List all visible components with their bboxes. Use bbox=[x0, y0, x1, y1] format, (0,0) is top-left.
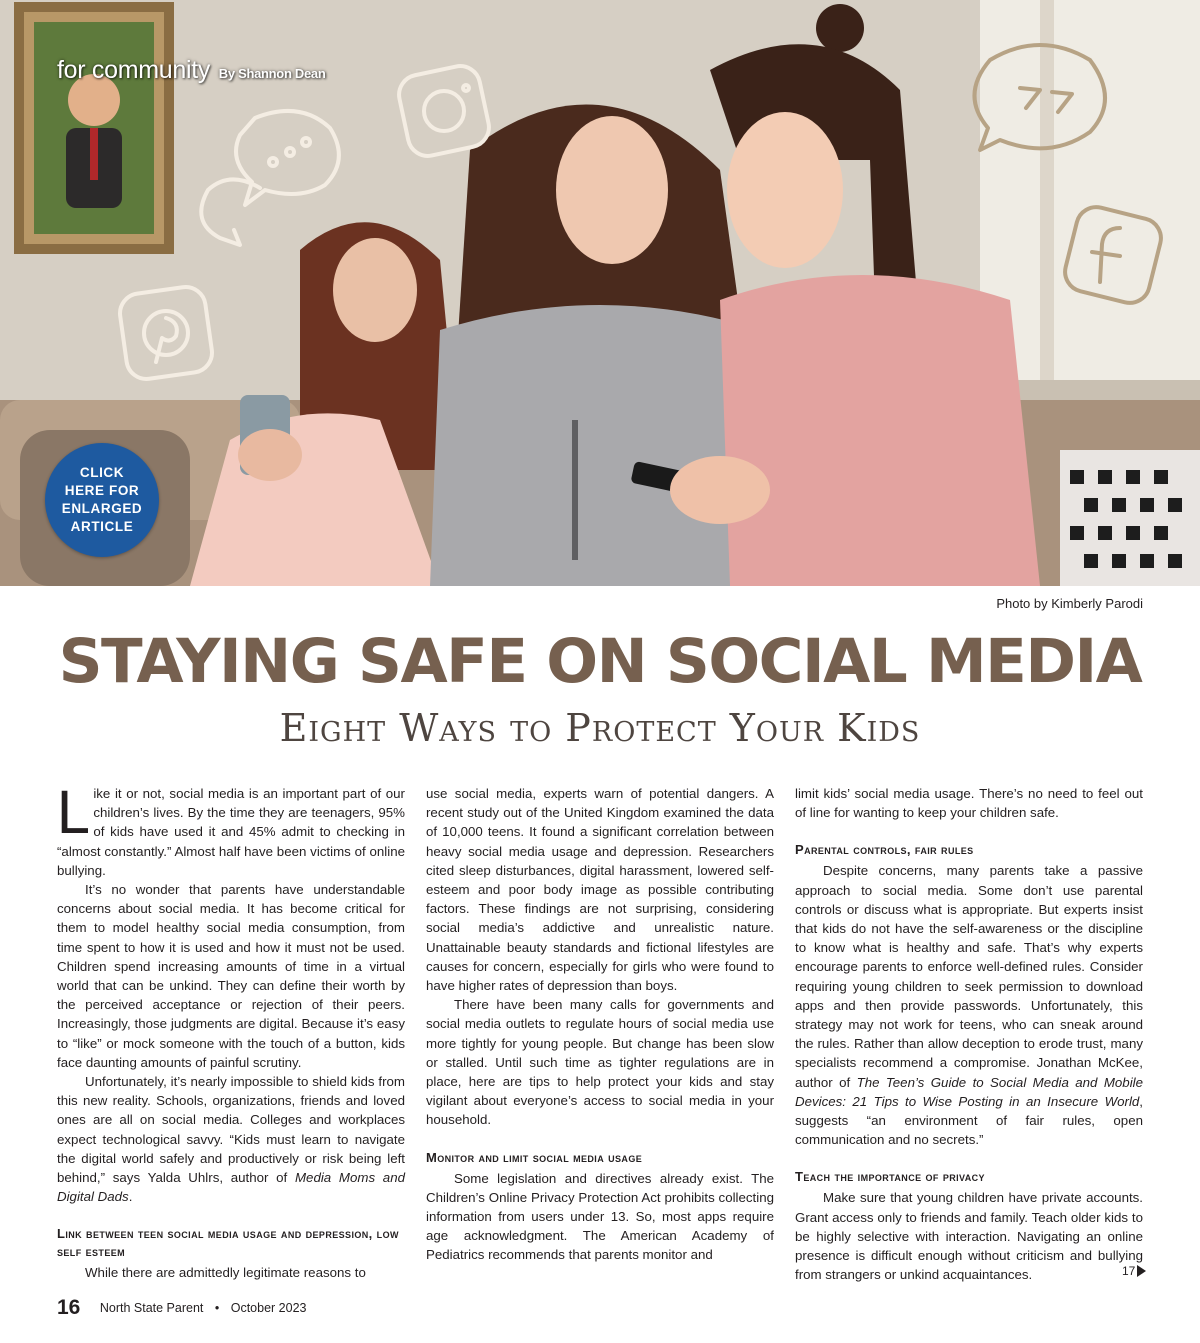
arrow-right-icon bbox=[1137, 1265, 1146, 1277]
article-headline: STAYING SAFE ON SOCIAL MEDIA bbox=[58, 626, 1142, 697]
paragraph-intro: Like it or not, social media is an important part of our children’s lives. By the time they are teenagers, 95% of kids have used it and 45% admit to checking in “almost constantly.” Almost half have been victims of online bullying. bbox=[56, 779, 405, 878]
paragraph: There have been many calls for governments and social media outlets to regulate hours of social media use more tightly for young people. But change has been slow or stalled. Until such time as tighter regulations are in place, here are tips to help protect your kids and stay vigilant about everyone’s access to social media in your household. bbox=[426, 997, 774, 1128]
photo-credit: Photo by Kimberly Parodi bbox=[996, 596, 1143, 611]
section-heading: Link between teen social media usage and depression, low self esteem bbox=[57, 1226, 399, 1260]
photo-illustration bbox=[0, 0, 1200, 586]
paragraph: Some legislation and directives already exist. The Children’s Online Privacy Protection Act prohibits collecting information from users under 13. So, most apps require age acknowledgment. The American Academy of Pediatrics recommends that parents monitor and bbox=[426, 1170, 774, 1263]
continued-on-page[interactable] bbox=[1122, 1264, 1146, 1278]
section-heading: Parental controls, fair rules bbox=[795, 842, 974, 858]
paragraph: use social media, experts warn of potential dangers. A recent study out of the United Kingdom examined the data of 10,000 teens. It found a significant correlation between heavy social media usage and depression. Researchers cited sleep disturbances, digital harassment, lowered self-esteem and poor body image as possible contributing factors. These findings are not surprising, considering social media’s addictive and unrealistic nature. Unattainable beauty standards and fictional lifestyles are causes for concern, especially for girls who were found to have higher rates of depression than boys. bbox=[426, 786, 774, 994]
enlarge-article-button[interactable] bbox=[45, 443, 159, 557]
issue-date: October 2023 bbox=[230, 1301, 307, 1315]
kicker-label: for community bbox=[57, 56, 211, 84]
paragraph: limit kids’ social media usage. There’s no need to feel out of line for wanting to keep your children safe. bbox=[795, 786, 1143, 821]
framed-portrait bbox=[14, 2, 174, 254]
section-heading: Teach the importance of privacy bbox=[795, 1169, 985, 1185]
continued-page-number: 17 bbox=[1122, 1264, 1136, 1278]
section-heading: Monitor and limit social media usage bbox=[426, 1149, 643, 1165]
paragraph: Unfortunately, it’s nearly impossible to shield kids from this new reality. Schools, organizations, friends and loved ones are all on social media. Colleges and workplaces expect technological savvy. “Kids must learn to navigate the digital world safely and productively or risk being left behind,” says Yalda Uhlrs, author of Media Moms and Digital Dads. bbox=[57, 1074, 405, 1205]
byline: By Shannon Dean bbox=[218, 66, 326, 81]
paragraph: Make sure that young children have private accounts. Grant access only to friends and family. Teach older kids to be highly selective with interaction. Navigating an online presence is difficult enough without criticism and bullying from strangers or unkind acquaintances. bbox=[795, 1190, 1143, 1283]
separator-dot: • bbox=[214, 1301, 220, 1315]
column-1 bbox=[56, 779, 405, 1283]
page-footer bbox=[57, 1296, 306, 1320]
page-number: 16 bbox=[57, 1296, 81, 1319]
column-3 bbox=[795, 784, 1143, 1284]
enlarge-article-label: CLICK HERE FOR ENLARGED ARTICLE bbox=[61, 465, 143, 534]
book-title: The Teen’s Guide to Social Media and Mobile Devices: 21 Tips to Wise Posting in an Insecure World bbox=[795, 1074, 1143, 1109]
publication-name: North State Parent bbox=[99, 1301, 204, 1315]
article-subhead: Eight Ways to Protect Your Kids bbox=[279, 706, 921, 750]
paragraph: While there are admittedly legitimate reasons to bbox=[85, 1265, 366, 1281]
hero-photo bbox=[0, 0, 1200, 586]
column-2 bbox=[426, 784, 774, 1265]
paragraph: Despite concerns, many parents take a passive approach to social media. Some don’t use parental controls or discuss what is appropriate. But experts insist that kids do not have the self-awareness or the discipline to know what is healthy and safe. That’s why experts encourage parents to enforce well-defined rules. Consider requiring young children to seek permission to download apps and then provide passwords. Unfortunately, this strategy may not work for teens, who can sneak around the rules. Rather than allow deception to erode trust, many specialists recommend a compromise. Jonathan McKee, author of The Teen’s Guide to Social Media and Mobile Devices: 21 Tips to Wise Posting in an Insecure World, suggests “an environment of fair rules, open communication and no secrets.” bbox=[795, 863, 1143, 1148]
section-kicker bbox=[57, 56, 326, 85]
paragraph: It’s no wonder that parents have understandable concerns about social media. It has become critical for them to model healthy social media consumption, from time spent to how it is used and how it must not be used. Children spend increasing amounts of time in a virtual world that can be unkind. They can define their worth by the perceived acceptance or rejection of their peers. Increasingly, those judgments are digital. Because it’s easy to “like” or mock someone with the touch of a button, kids face daunting amounts of painful scrutiny. bbox=[57, 882, 405, 1070]
book-title: Media Moms and Digital Dads bbox=[57, 1170, 405, 1205]
drop-cap: L bbox=[56, 779, 89, 847]
